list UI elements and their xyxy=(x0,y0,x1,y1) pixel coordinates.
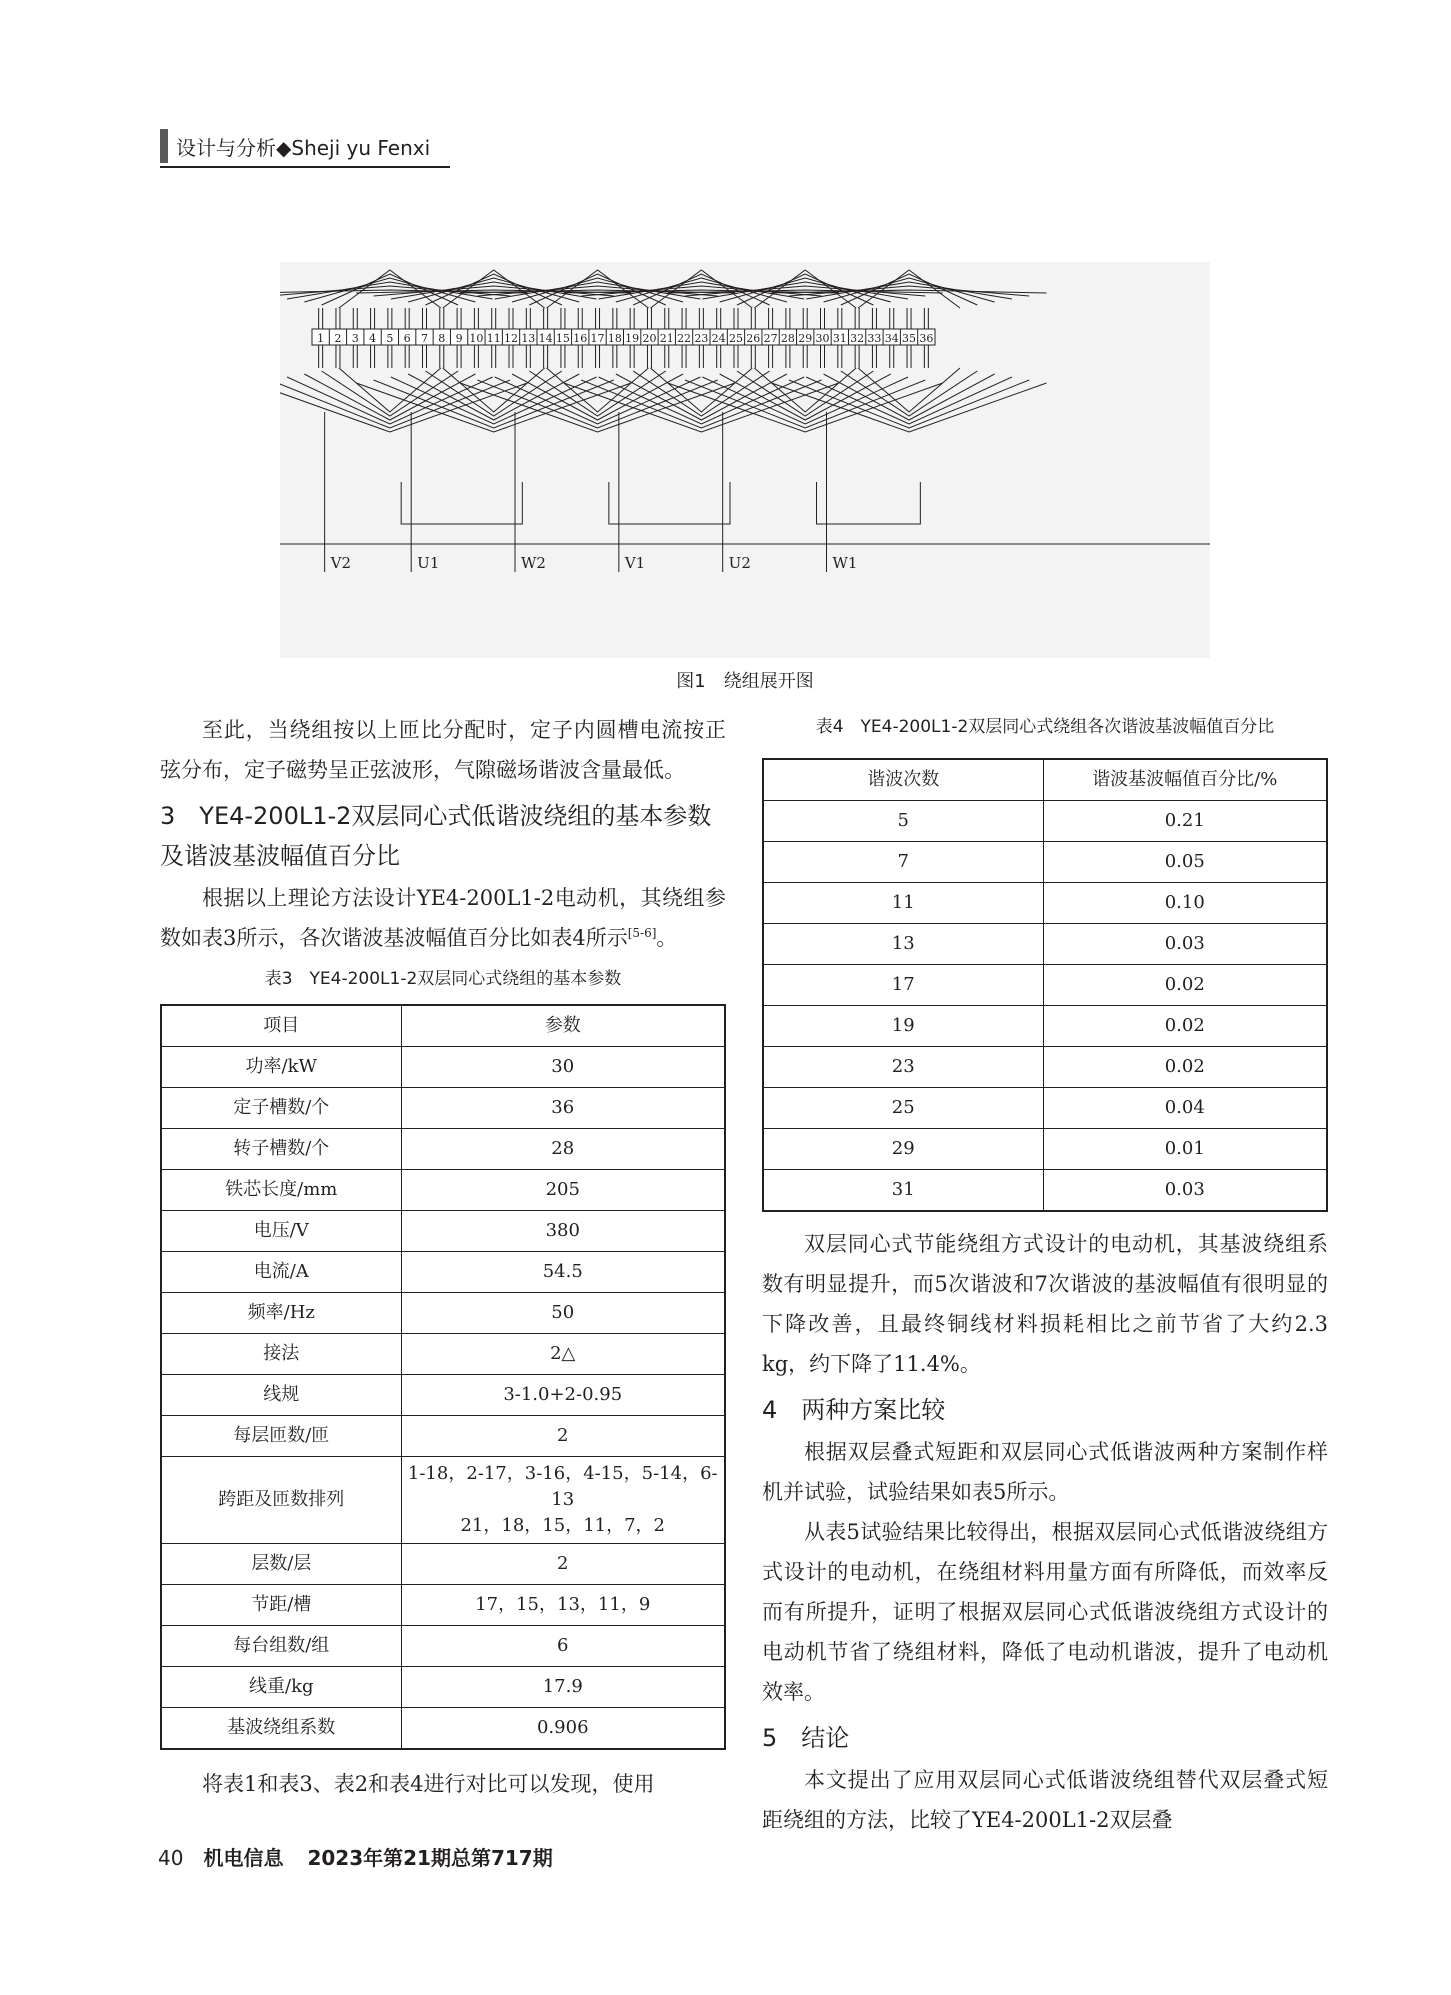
terminal-label: V2 xyxy=(330,554,352,572)
section-title: YE4-200L1-2双层同心式低谐波绕组的基本参数及谐波基波幅值百分比 xyxy=(160,802,712,870)
table-row xyxy=(161,1211,725,1252)
table-cell: 2 xyxy=(401,1416,725,1457)
slot-number: 25 xyxy=(728,332,743,345)
table-cell: 0.03 xyxy=(1043,1170,1327,1212)
table-cell: 7 xyxy=(763,842,1043,883)
table-row xyxy=(763,924,1327,965)
table-cell: 23 xyxy=(763,1047,1043,1088)
section-number: 5 xyxy=(762,1724,778,1752)
table-row xyxy=(161,1252,725,1293)
table-cell: 30 xyxy=(401,1047,725,1088)
slot-number: 30 xyxy=(815,332,830,345)
table-row xyxy=(763,883,1327,924)
slot-number: 32 xyxy=(850,332,865,345)
slot-number: 20 xyxy=(642,332,657,345)
table-row xyxy=(161,1375,725,1416)
header-marker xyxy=(160,129,168,163)
header-text: 设计与分析◆Sheji yu Fenxi xyxy=(176,135,431,160)
table-header: 谐波次数 xyxy=(763,759,1043,801)
slot-number: 4 xyxy=(369,332,377,345)
table-cell: 17，15，13，11，9 xyxy=(401,1585,725,1626)
figure-background xyxy=(280,262,1210,658)
terminal-label: W1 xyxy=(832,554,858,572)
table-cell: 28 xyxy=(401,1129,725,1170)
table-row xyxy=(763,801,1327,842)
section-number: 3 xyxy=(160,802,176,830)
table4-caption: 表4 YE4-200L1-2双层同心式绕组各次谐波基波幅值百分比 xyxy=(815,717,1275,737)
table-header: 参数 xyxy=(401,1005,725,1047)
table4 xyxy=(762,758,1328,1212)
table-cell: 11 xyxy=(763,883,1043,924)
section-number: 4 xyxy=(762,1396,778,1424)
slot-number: 26 xyxy=(746,332,761,345)
table-cell: 2 xyxy=(401,1544,725,1585)
slot-number: 13 xyxy=(521,332,536,345)
table-cell: 线规 xyxy=(161,1375,401,1416)
page-number: 40 xyxy=(158,1846,184,1870)
slot-number: 3 xyxy=(351,332,359,345)
slot-number: 6 xyxy=(403,332,411,345)
table-cell: 定子槽数/个 xyxy=(161,1088,401,1129)
table-header-row xyxy=(161,1005,725,1047)
table-cell: 17.9 xyxy=(401,1667,725,1708)
section-heading-3 xyxy=(160,796,726,876)
table-cell: 0.21 xyxy=(1043,801,1327,842)
table-cell: 0.906 xyxy=(401,1708,725,1750)
table-cell: 0.02 xyxy=(1043,1006,1327,1047)
slot-number: 7 xyxy=(420,332,428,345)
table-row xyxy=(161,1457,725,1544)
table-cell: 0.05 xyxy=(1043,842,1327,883)
table-header: 项目 xyxy=(161,1005,401,1047)
table-row xyxy=(161,1047,725,1088)
table-cell: 1-18，2-17，3-16，4-15，5-14，6-13 21，18，15，11，7，2 xyxy=(401,1457,725,1544)
slot-number-strip xyxy=(312,329,935,345)
table-row xyxy=(763,842,1327,883)
slot-number: 5 xyxy=(386,332,394,345)
citation: [5-6] xyxy=(627,926,657,940)
section-title: 两种方案比较 xyxy=(801,1396,946,1424)
slot-number: 21 xyxy=(659,332,674,345)
issue-info: 2023年第21期总第717期 xyxy=(307,1846,553,1870)
slot-number: 11 xyxy=(486,332,501,345)
table-cell: 50 xyxy=(401,1293,725,1334)
table-cell: 0.03 xyxy=(1043,924,1327,965)
table-cell: 层数/层 xyxy=(161,1544,401,1585)
table-cell: 6 xyxy=(401,1626,725,1667)
table-row xyxy=(161,1334,725,1375)
table-cell: 5 xyxy=(763,801,1043,842)
table3-caption: 表3 YE4-200L1-2双层同心式绕组的基本参数 xyxy=(264,969,622,989)
table-row xyxy=(161,1708,725,1750)
table3 xyxy=(160,1004,726,1750)
table-row xyxy=(763,1129,1327,1170)
table-cell: 205 xyxy=(401,1170,725,1211)
slot-number: 9 xyxy=(455,332,463,345)
paragraph xyxy=(160,878,726,958)
terminal-label: U1 xyxy=(417,554,440,572)
table-cell: 54.5 xyxy=(401,1252,725,1293)
table-cell: 铁芯长度/mm xyxy=(161,1170,401,1211)
table-cell: 0.02 xyxy=(1043,965,1327,1006)
slot-number: 17 xyxy=(590,332,605,345)
slot-number: 16 xyxy=(573,332,588,345)
paragraph: 从表5试验结果比较得出，根据双层同心式低谐波绕组方式设计的电动机，在绕组材料用量方面有所降低，而效率反而有所提升，证明了根据双层同心式低谐波绕组方式设计的电动机节省了绕组材料，降低了电动机谐波，提升了电动机效率。 xyxy=(762,1520,1328,1704)
winding-diagram xyxy=(280,262,1210,658)
table-cell: 380 xyxy=(401,1211,725,1252)
table-cell: 每台组数/组 xyxy=(161,1626,401,1667)
slot-number: 2 xyxy=(334,332,342,345)
slot-number: 34 xyxy=(884,332,899,345)
slot-number: 27 xyxy=(763,332,778,345)
table-row xyxy=(161,1170,725,1211)
paragraph: 根据双层叠式短距和双层同心式低谐波两种方案制作样机并试验，试验结果如表5所示。 xyxy=(762,1440,1328,1504)
table-cell: 转子槽数/个 xyxy=(161,1129,401,1170)
table-cell: 基波绕组系数 xyxy=(161,1708,401,1750)
paragraph-end: 。 xyxy=(656,926,678,950)
slot-number: 14 xyxy=(538,332,553,345)
table-cell: 31 xyxy=(763,1170,1043,1212)
section-heading-5 xyxy=(762,1718,1328,1758)
table-row xyxy=(763,965,1327,1006)
table-cell: 每层匝数/匝 xyxy=(161,1416,401,1457)
table-row xyxy=(763,1170,1327,1212)
slot-number: 15 xyxy=(555,332,570,345)
table-header-row xyxy=(763,759,1327,801)
slot-number: 19 xyxy=(625,332,640,345)
table-cell: 29 xyxy=(763,1129,1043,1170)
table-row xyxy=(763,1047,1327,1088)
slot-number: 36 xyxy=(919,332,934,345)
table-cell: 25 xyxy=(763,1088,1043,1129)
terminal-label: V1 xyxy=(624,554,646,572)
slot-number: 31 xyxy=(832,332,847,345)
slot-number: 24 xyxy=(711,332,726,345)
paragraph: 至此，当绕组按以上匝比分配时，定子内圆槽电流按正弦分布，定子磁势呈正弦波形，气隙磁场谐波含量最低。 xyxy=(160,718,726,782)
table-row xyxy=(763,1006,1327,1047)
slot-number: 8 xyxy=(438,332,446,345)
table-row xyxy=(161,1585,725,1626)
slot-number: 1 xyxy=(317,332,325,345)
table-cell: 节距/槽 xyxy=(161,1585,401,1626)
table-cell: 0.10 xyxy=(1043,883,1327,924)
table-cell: 36 xyxy=(401,1088,725,1129)
slot-number: 29 xyxy=(798,332,813,345)
paragraph: 将表1和表3、表2和表4进行对比可以发现，使用 xyxy=(202,1772,655,1796)
table-header: 谐波基波幅值百分比/% xyxy=(1043,759,1327,801)
table-cell: 电流/A xyxy=(161,1252,401,1293)
slot-number: 12 xyxy=(504,332,519,345)
slot-number: 22 xyxy=(677,332,692,345)
page-footer xyxy=(158,1842,553,1871)
right-column xyxy=(762,710,1328,1840)
journal-name: 机电信息 xyxy=(203,1846,284,1870)
table-cell: 频率/Hz xyxy=(161,1293,401,1334)
table-cell: 17 xyxy=(763,965,1043,1006)
slot-number: 18 xyxy=(607,332,622,345)
table-row xyxy=(763,1088,1327,1129)
table-row xyxy=(161,1293,725,1334)
table-cell: 19 xyxy=(763,1006,1043,1047)
table-cell: 0.04 xyxy=(1043,1088,1327,1129)
running-header xyxy=(160,128,430,164)
table-cell: 0.01 xyxy=(1043,1129,1327,1170)
table-row xyxy=(161,1088,725,1129)
terminal-label: U2 xyxy=(728,554,751,572)
table-cell: 线重/kg xyxy=(161,1667,401,1708)
section-title: 结论 xyxy=(801,1724,850,1752)
paragraph: 双层同心式节能绕组方式设计的电动机，其基波绕组系数有明显提升，而5次谐波和7次谐波的基波幅值有很明显的下降改善，且最终铜线材料损耗相比之前节省了大约2.3 kg，约下降了11.4%。 xyxy=(762,1232,1328,1376)
paragraph: 本文提出了应用双层同心式低谐波绕组替代双层叠式短距绕组的方法，比较了YE4-200L1-2双层叠 xyxy=(762,1768,1328,1832)
slot-number: 35 xyxy=(902,332,917,345)
section-heading-4 xyxy=(762,1390,1328,1430)
table-cell: 0.02 xyxy=(1043,1047,1327,1088)
table-cell: 跨距及匝数排列 xyxy=(161,1457,401,1544)
table-row xyxy=(161,1416,725,1457)
header-rule xyxy=(160,166,450,168)
table-row xyxy=(161,1129,725,1170)
table-cell: 2△ xyxy=(401,1334,725,1375)
table-row xyxy=(161,1544,725,1585)
table-cell: 功率/kW xyxy=(161,1047,401,1088)
figure-caption: 图1 绕组展开图 xyxy=(676,671,814,692)
table-row xyxy=(161,1667,725,1708)
slot-number: 33 xyxy=(867,332,882,345)
terminal-label: W2 xyxy=(521,554,546,572)
slot-number: 23 xyxy=(694,332,709,345)
table-cell: 接法 xyxy=(161,1334,401,1375)
slot-number: 28 xyxy=(780,332,795,345)
table-cell: 13 xyxy=(763,924,1043,965)
table-row xyxy=(161,1626,725,1667)
table-cell: 电压/V xyxy=(161,1211,401,1252)
paragraph-text: 根据以上理论方法设计YE4-200L1-2电动机，其绕组参数如表3所示，各次谐波基波幅值百分比如表4所示 xyxy=(160,886,726,950)
left-column xyxy=(160,710,726,1804)
table-cell: 3-1.0+2-0.95 xyxy=(401,1375,725,1416)
slot-number: 10 xyxy=(469,332,484,345)
